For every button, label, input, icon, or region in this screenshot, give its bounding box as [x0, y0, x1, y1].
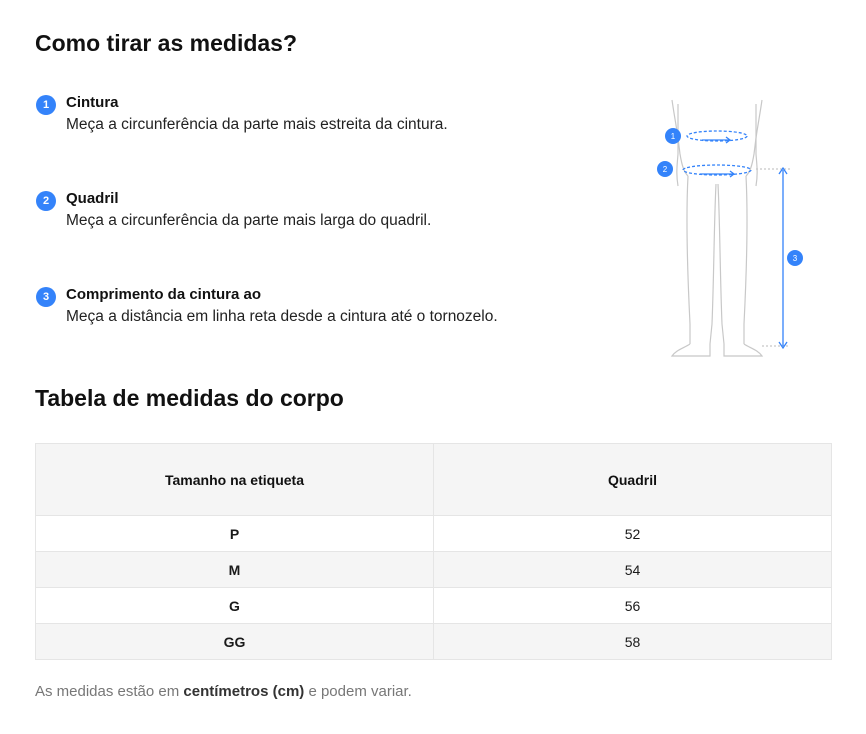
table-row	[36, 516, 832, 552]
table-row	[36, 588, 832, 624]
how-to-measure-title: Como tirar as medidas?	[35, 30, 298, 56]
size-table-title: Tabela de medidas do corpo	[35, 385, 344, 411]
size-table	[35, 443, 832, 660]
size-cell: M	[36, 552, 434, 588]
step-number-badge: 3	[36, 287, 56, 307]
footnote-units: centímetros (cm)	[183, 683, 305, 700]
svg-text:2: 2	[662, 165, 668, 174]
hip-cell: 52	[434, 516, 832, 552]
step-description: Meça a circunferência da parte mais estreita da cintura.	[66, 116, 448, 133]
hip-cell: 58	[434, 624, 832, 660]
size-cell: G	[36, 588, 434, 624]
step-title: Comprimento da cintura ao	[66, 286, 262, 303]
size-cell: GG	[36, 624, 434, 660]
hip-cell: 54	[434, 552, 832, 588]
marker-1	[665, 128, 681, 144]
body-measurement-illustration	[650, 94, 810, 360]
svg-text:1: 1	[670, 132, 676, 141]
footnote-text: As medidas estão em	[35, 683, 184, 700]
column-header-size: Tamanho na etiqueta	[36, 444, 434, 516]
table-header-row	[36, 444, 832, 516]
units-footnote	[35, 683, 412, 700]
size-cell: P	[36, 516, 434, 552]
step-number-badge: 2	[36, 191, 56, 211]
marker-3	[787, 250, 803, 266]
column-header-hip: Quadril	[434, 444, 832, 516]
footnote-text-end: e podem variar.	[304, 683, 412, 700]
hip-cell: 56	[434, 588, 832, 624]
step-title: Cintura	[66, 94, 119, 111]
step-description: Meça a distância em linha reta desde a cintura até o tornozelo.	[66, 308, 498, 325]
step-description: Meça a circunferência da parte mais larga do quadril.	[66, 212, 432, 229]
step-number-badge: 1	[36, 95, 56, 115]
marker-2	[657, 161, 673, 177]
step-title: Quadril	[66, 190, 119, 207]
table-row	[36, 624, 832, 660]
svg-text:3: 3	[792, 254, 798, 263]
table-row	[36, 552, 832, 588]
